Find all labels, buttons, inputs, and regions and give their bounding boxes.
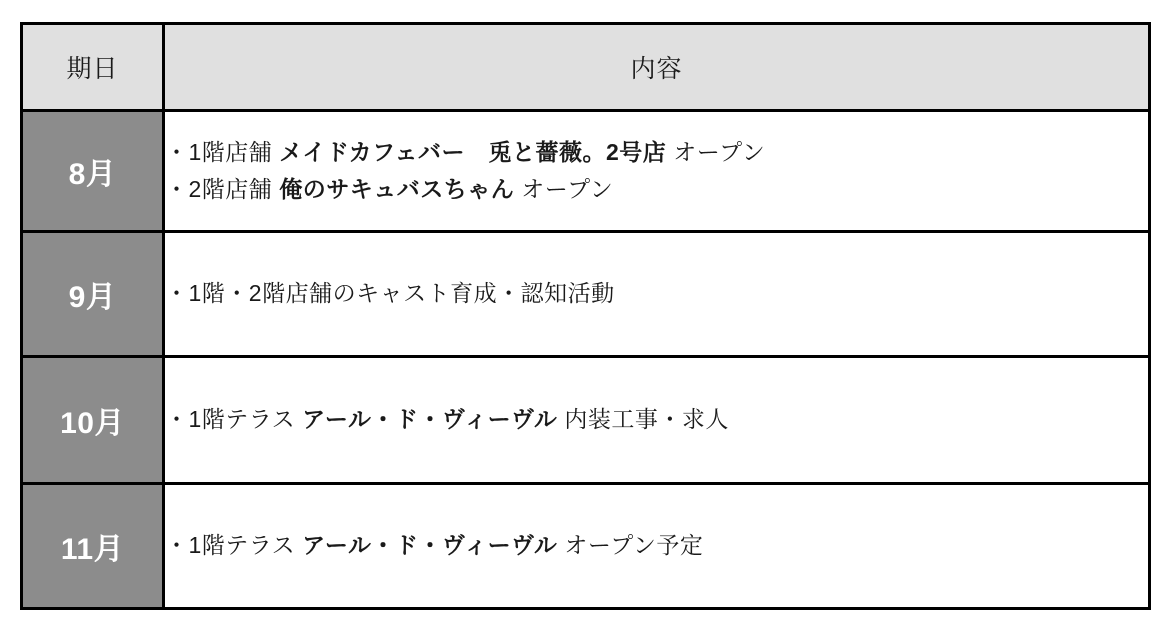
row-content-september bbox=[164, 232, 1150, 357]
content-line bbox=[165, 401, 1148, 438]
row-date-october: 10月 bbox=[22, 357, 164, 484]
row-content-november bbox=[164, 484, 1150, 609]
content-segment-emphasis: アール・ド・ヴィーヴル bbox=[302, 406, 558, 433]
content-segment-emphasis: 俺のサキュバスちゃん bbox=[279, 176, 515, 202]
content-segment: 1階テラス bbox=[188, 532, 296, 559]
row-date-september: 9月 bbox=[22, 232, 164, 357]
content-line bbox=[165, 171, 1148, 208]
bullet-marker: ・ bbox=[165, 532, 189, 559]
content-segment: オープン bbox=[521, 176, 614, 202]
table-row bbox=[22, 232, 1150, 357]
table-row bbox=[22, 357, 1150, 484]
bullet-marker: ・ bbox=[165, 280, 189, 307]
content-segment: 1階・2階店舗のキャスト育成・認知活動 bbox=[188, 280, 615, 307]
content-segment: オープン予定 bbox=[564, 532, 704, 559]
row-content-august bbox=[164, 111, 1150, 232]
column-header-content: 内容 bbox=[164, 24, 1150, 111]
bullet-marker: ・ bbox=[165, 176, 189, 202]
table-row bbox=[22, 111, 1150, 232]
row-date-november: 11月 bbox=[22, 484, 164, 609]
bullet-marker: ・ bbox=[165, 406, 189, 433]
content-segment: オープン bbox=[673, 138, 766, 165]
row-date-august: 8月 bbox=[22, 111, 164, 232]
schedule-table bbox=[20, 22, 1151, 610]
content-segment-emphasis: アール・ド・ヴィーヴル bbox=[302, 532, 558, 559]
content-segment: 1階店舗 bbox=[188, 138, 273, 165]
content-line bbox=[165, 134, 1148, 171]
column-header-date: 期日 bbox=[22, 24, 164, 111]
bullet-marker: ・ bbox=[165, 138, 189, 165]
content-line bbox=[165, 275, 1148, 312]
table-row bbox=[22, 484, 1150, 609]
content-segment: 内装工事・求人 bbox=[564, 406, 729, 433]
content-segment: 2階店舗 bbox=[188, 176, 273, 202]
content-segment: 1階テラス bbox=[188, 406, 296, 433]
row-content-october bbox=[164, 357, 1150, 484]
content-line bbox=[165, 527, 1148, 564]
table-header-row bbox=[22, 24, 1150, 111]
content-segment-emphasis: メイドカフェバー 兎と薔薇。2号店 bbox=[279, 138, 667, 165]
